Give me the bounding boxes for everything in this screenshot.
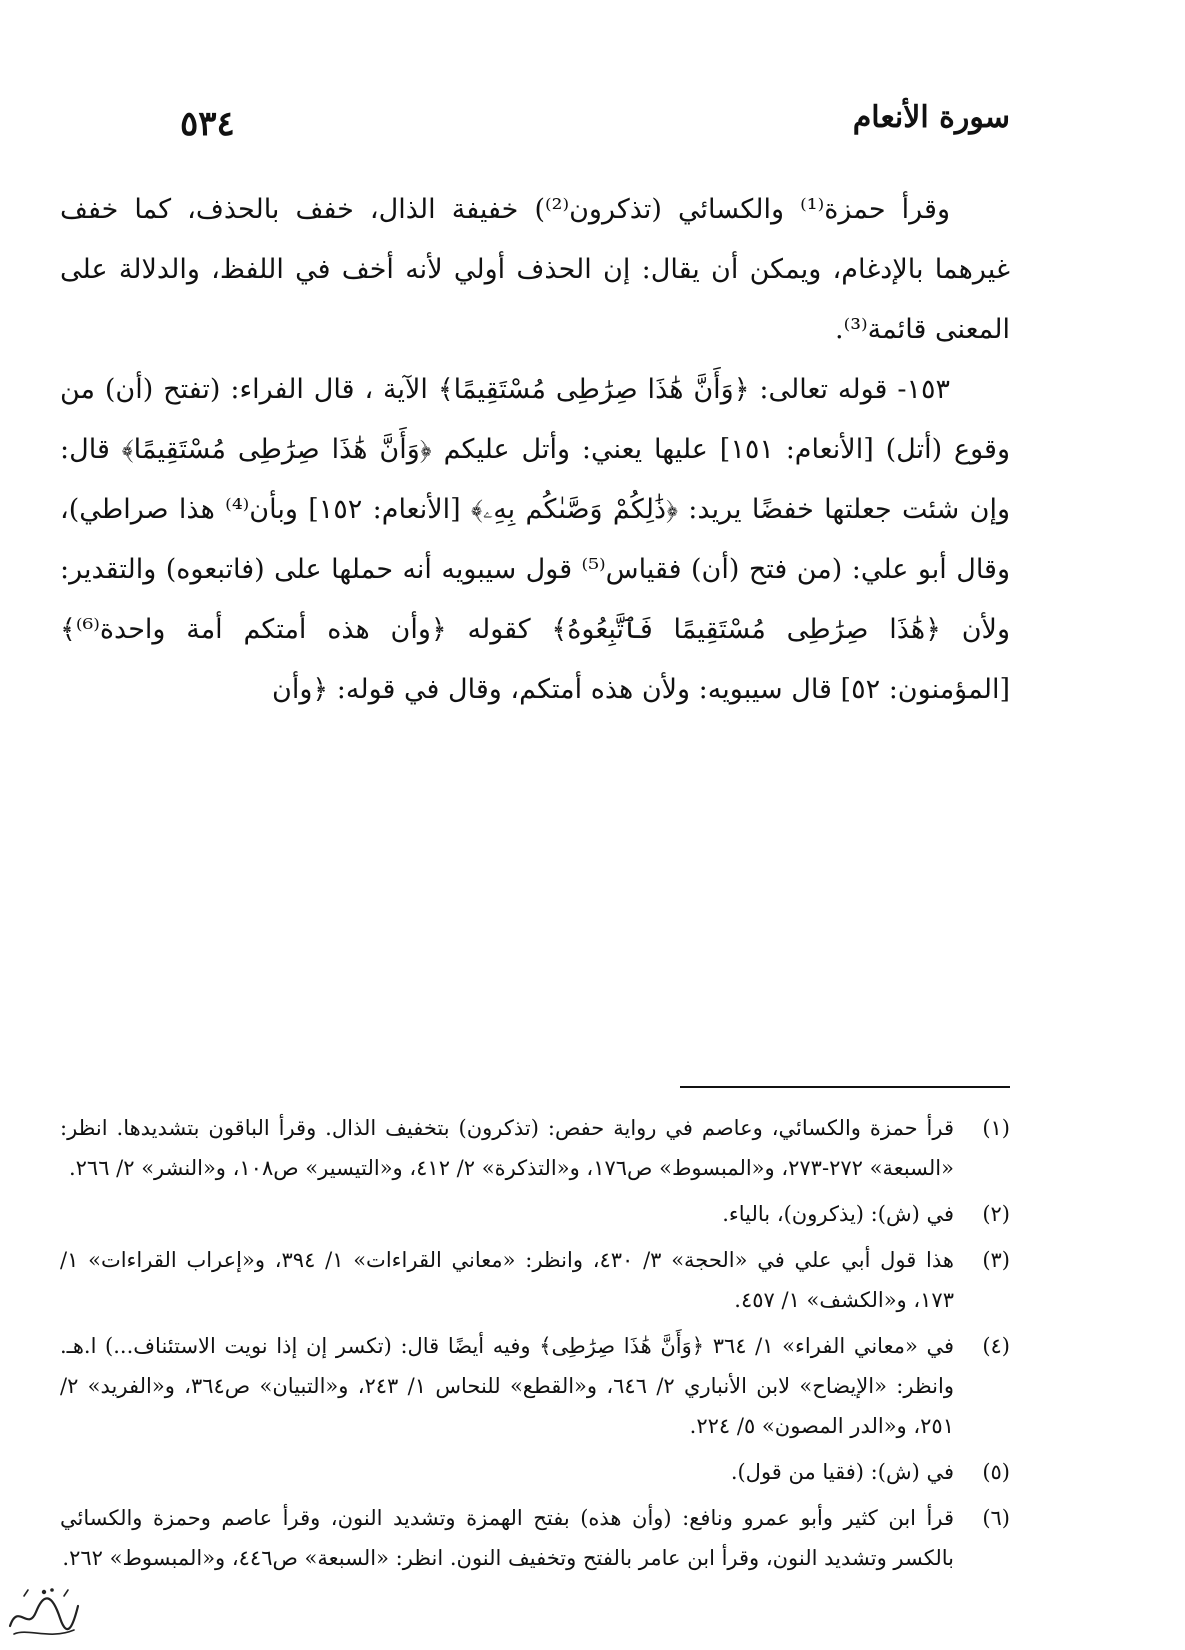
- footnote-number: (٤): [982, 1334, 1010, 1358]
- footnote: [60, 1498, 1010, 1578]
- page-header: [180, 96, 1010, 146]
- paragraph: ١٥٣- قوله تعالى: ﴿وَأَنَّ هَٰذَا صِرَٰطِى مُسْتَقِيمًا﴾ الآية ، قال الفراء: (تفتح (أن) من وقوع (أتل) [الأنعام: ١٥١] عليها يعني: وأتل عليكم ﴿وَأَنَّ هَٰذَا صِرَٰطِى مُسْتَقِيمًا﴾ قال: وإن شئت جعلتها خفضًا يريد: ﴿ذَٰلِكُمْ وَصَّىٰكُم بِهِۦ﴾ [الأنعام: ١٥٢] وبأن⁽⁴⁾ هذا صراطي)، وقال أبو علي: (من فتح (أن) فقياس⁽⁵⁾ قول سيبويه أنه حملها على (فاتبعوه) والتقدير: ولأن ﴿هَٰذَا صِرَٰطِى مُسْتَقِيمًا فَٱتَّبِعُوهُ﴾ كقوله ﴿وأن هذه أمتكم أمة واحدة⁽⁶⁾﴾ [المؤمنون: ٥٢] قال سيبويه: ولأن هذه أمتكم، وقال في قوله: ﴿وأن: [60, 374, 1011, 705]
- page-number: ٥٣٤: [180, 104, 235, 144]
- footnote-text: في (ش): (فقيا من قول).: [730, 1460, 954, 1484]
- publisher-logo: [4, 1582, 82, 1642]
- footnote-number: (١): [982, 1116, 1010, 1140]
- footnote-separator: [680, 1086, 1010, 1088]
- footnote-text: في «معاني الفراء» ١/ ٣٦٤ ﴿وَأَنَّ هَٰذَا صِرَٰطِى﴾ وفيه أيضًا قال: (تكسر إن إذا نويت الاستئناف...) ا.هـ. وانظر: «الإيضاح» لابن الأنباري ٢/ ٦٤٦، و«القطع» للنحاس ١/ ٢٤٣، و«التبيان» ص٣٦٤، و«الفريد» ٢/ ٢٥١، و«الدر المصون» ٥/ ٢٢٤.: [60, 1334, 954, 1438]
- footnote-text: قرأ ابن كثير وأبو عمرو ونافع: (وأن هذه) بفتح الهمزة وتشديد النون، وقرأ عاصم وحمزة والكسائي بالكسر وتشديد النون، وقرأ ابن عامر بالفتح وتخفيف النون. انظر: «السبعة» ص٤٤٦، و«المبسوط» ٢٦٢.: [60, 1506, 954, 1570]
- footnotes: [60, 1108, 1010, 1584]
- footnote-number: (٥): [982, 1460, 1010, 1484]
- footnote: [60, 1108, 1010, 1188]
- footnote-text: قرأ حمزة والكسائي، وعاصم في رواية حفص: (تذكرون) بتخفيف الذال. وقرأ الباقون بتشديدها. انظر: «السبعة» ٢٧٢-٢٧٣، و«المبسوط» ص١٧٦، و«التذكرة» ٢/ ٤١٢، و«التيسير» ص١٠٨، و«النشر» ٢/ ٢٦٦.: [60, 1116, 954, 1180]
- footnote-text: في (ش): (يذكرون)، بالياء.: [722, 1202, 954, 1226]
- footnote: [60, 1326, 1010, 1446]
- footnote-number: (٦): [982, 1506, 1010, 1530]
- footnote-text: هذا قول أبي علي في «الحجة» ٣/ ٤٣٠، وانظر: «معاني القراءات» ١/ ٣٩٤، و«إعراب القراءات» ١/ ١٧٣، و«الكشف» ١/ ٤٥٧.: [60, 1248, 954, 1312]
- paragraph: وقرأ حمزة⁽¹⁾ والكسائي (تذكرون⁽²⁾) خفيفة الذال، خفف بالحذف، كما خفف غيرهما بالإدغام، ويمكن أن يقال: إن الحذف أولي لأنه أخف في اللفظ، والدلالة على المعنى قائمة⁽³⁾.: [60, 194, 1010, 345]
- footnote-number: (٢): [982, 1202, 1010, 1226]
- main-text: [60, 180, 1010, 720]
- footnote: [60, 1194, 1010, 1234]
- footnote: [60, 1452, 1010, 1492]
- footnote: [60, 1240, 1010, 1320]
- running-title: سورة الأنعام: [852, 100, 1010, 135]
- footnote-number: (٣): [982, 1248, 1010, 1272]
